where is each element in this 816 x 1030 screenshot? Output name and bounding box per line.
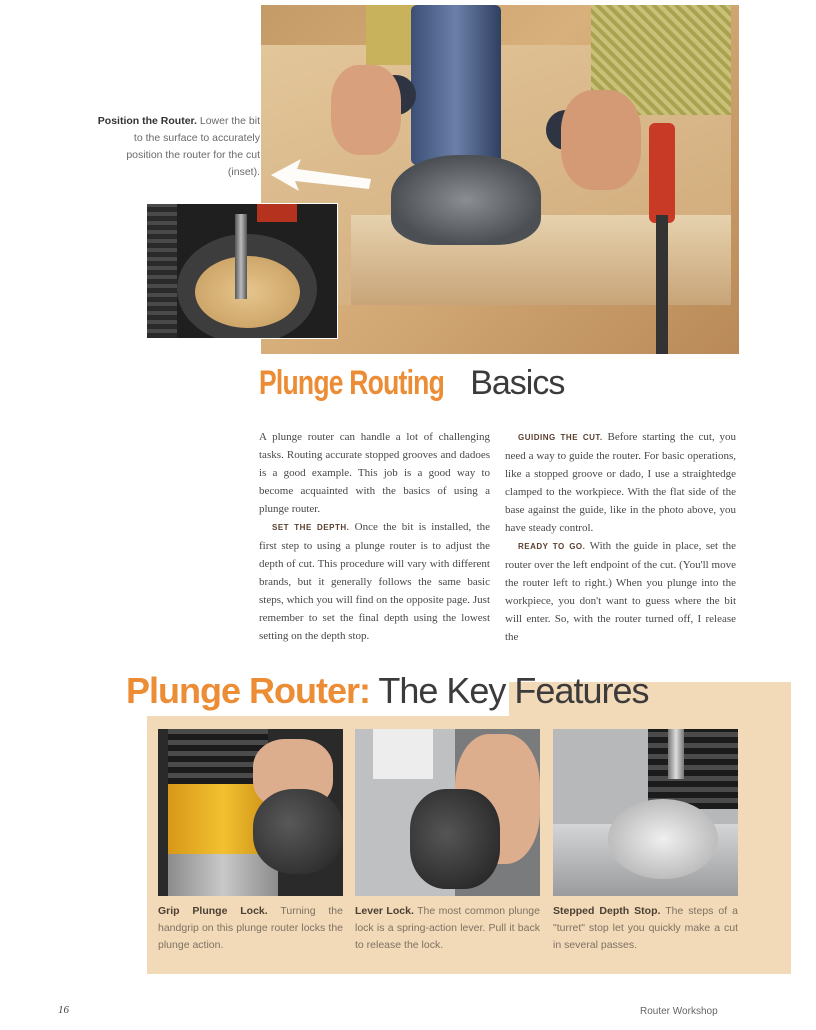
feature-heading: Stepped Depth Stop. <box>553 905 661 917</box>
caption-heading: Position the Router. <box>97 115 197 127</box>
feature-caption: Lever Lock. The most common plunge lock is a spring-action lever. Pull it back to release the lock. <box>355 905 540 951</box>
title-bold: Plunge Routing <box>259 364 445 402</box>
caption-text: Lower the bit to the surface to accurately position the router for the cut (inset). <box>126 115 260 178</box>
lead-in: SET THE DEPTH. <box>272 523 350 532</box>
article-title <box>259 359 564 407</box>
depth-stop-photo <box>553 729 738 896</box>
direction-arrow-icon <box>271 155 371 195</box>
photo-caption <box>96 113 260 181</box>
features-title-bold: Plunge Router: <box>126 670 370 711</box>
paragraph: SET THE DEPTH. Once the bit is installed, the first step to using a plunge router is to adjust the depth of cut. This procedure will vary with different brands, but it generally follows the same basic steps, which you will find on the opposite page. Just remember to set the final depth using the lowest setting on the depth stop. <box>259 521 491 642</box>
grip-lock-photo <box>158 729 343 896</box>
feature-caption: Grip Plunge Lock. Turning the handgrip on this plunge router locks the plunge action. <box>158 905 343 951</box>
paragraph: A plunge router can handle a lot of challenging tasks. Routing accurate stopped grooves and dadoes is a good example. This job is a good way to become acquainted with the basics of using a plunge router. <box>259 431 490 515</box>
inset-photo <box>146 203 338 339</box>
lead-in: READY TO GO. <box>518 542 586 551</box>
body-column-2 <box>505 428 736 646</box>
body-column-1 <box>259 428 490 645</box>
lever-lock-photo <box>355 729 540 896</box>
feature-heading: Grip Plunge Lock. <box>158 905 268 917</box>
feature-heading: Lever Lock. <box>355 905 414 917</box>
feature-caption: Stepped Depth Stop. The steps of a "turret" stop let you quickly make a cut in several passes. <box>553 905 738 951</box>
paragraph: READY TO GO. With the guide in place, set the router over the left endpoint of the cut. (You'll move the router left to right.) When you plunge into the workpiece, you don't want to guess where the bit will enter. So, with the router turned off, I release the <box>505 540 736 643</box>
features-title-light: The Key Features <box>378 670 649 711</box>
page-number: 16 <box>58 1004 69 1016</box>
features-title <box>126 666 649 716</box>
title-light: Basics <box>470 364 565 402</box>
publication-name: Router Workshop <box>640 1006 718 1017</box>
lead-in: GUIDING THE CUT. <box>518 433 603 442</box>
paragraph: GUIDING THE CUT. Before starting the cut, you need a way to guide the router. For basic operations, like a stopped groove or dado, I use a straightedge clamped to the workpiece. With the flat side of the base against the guide, like in the photo above, you have steady control. <box>505 431 736 534</box>
